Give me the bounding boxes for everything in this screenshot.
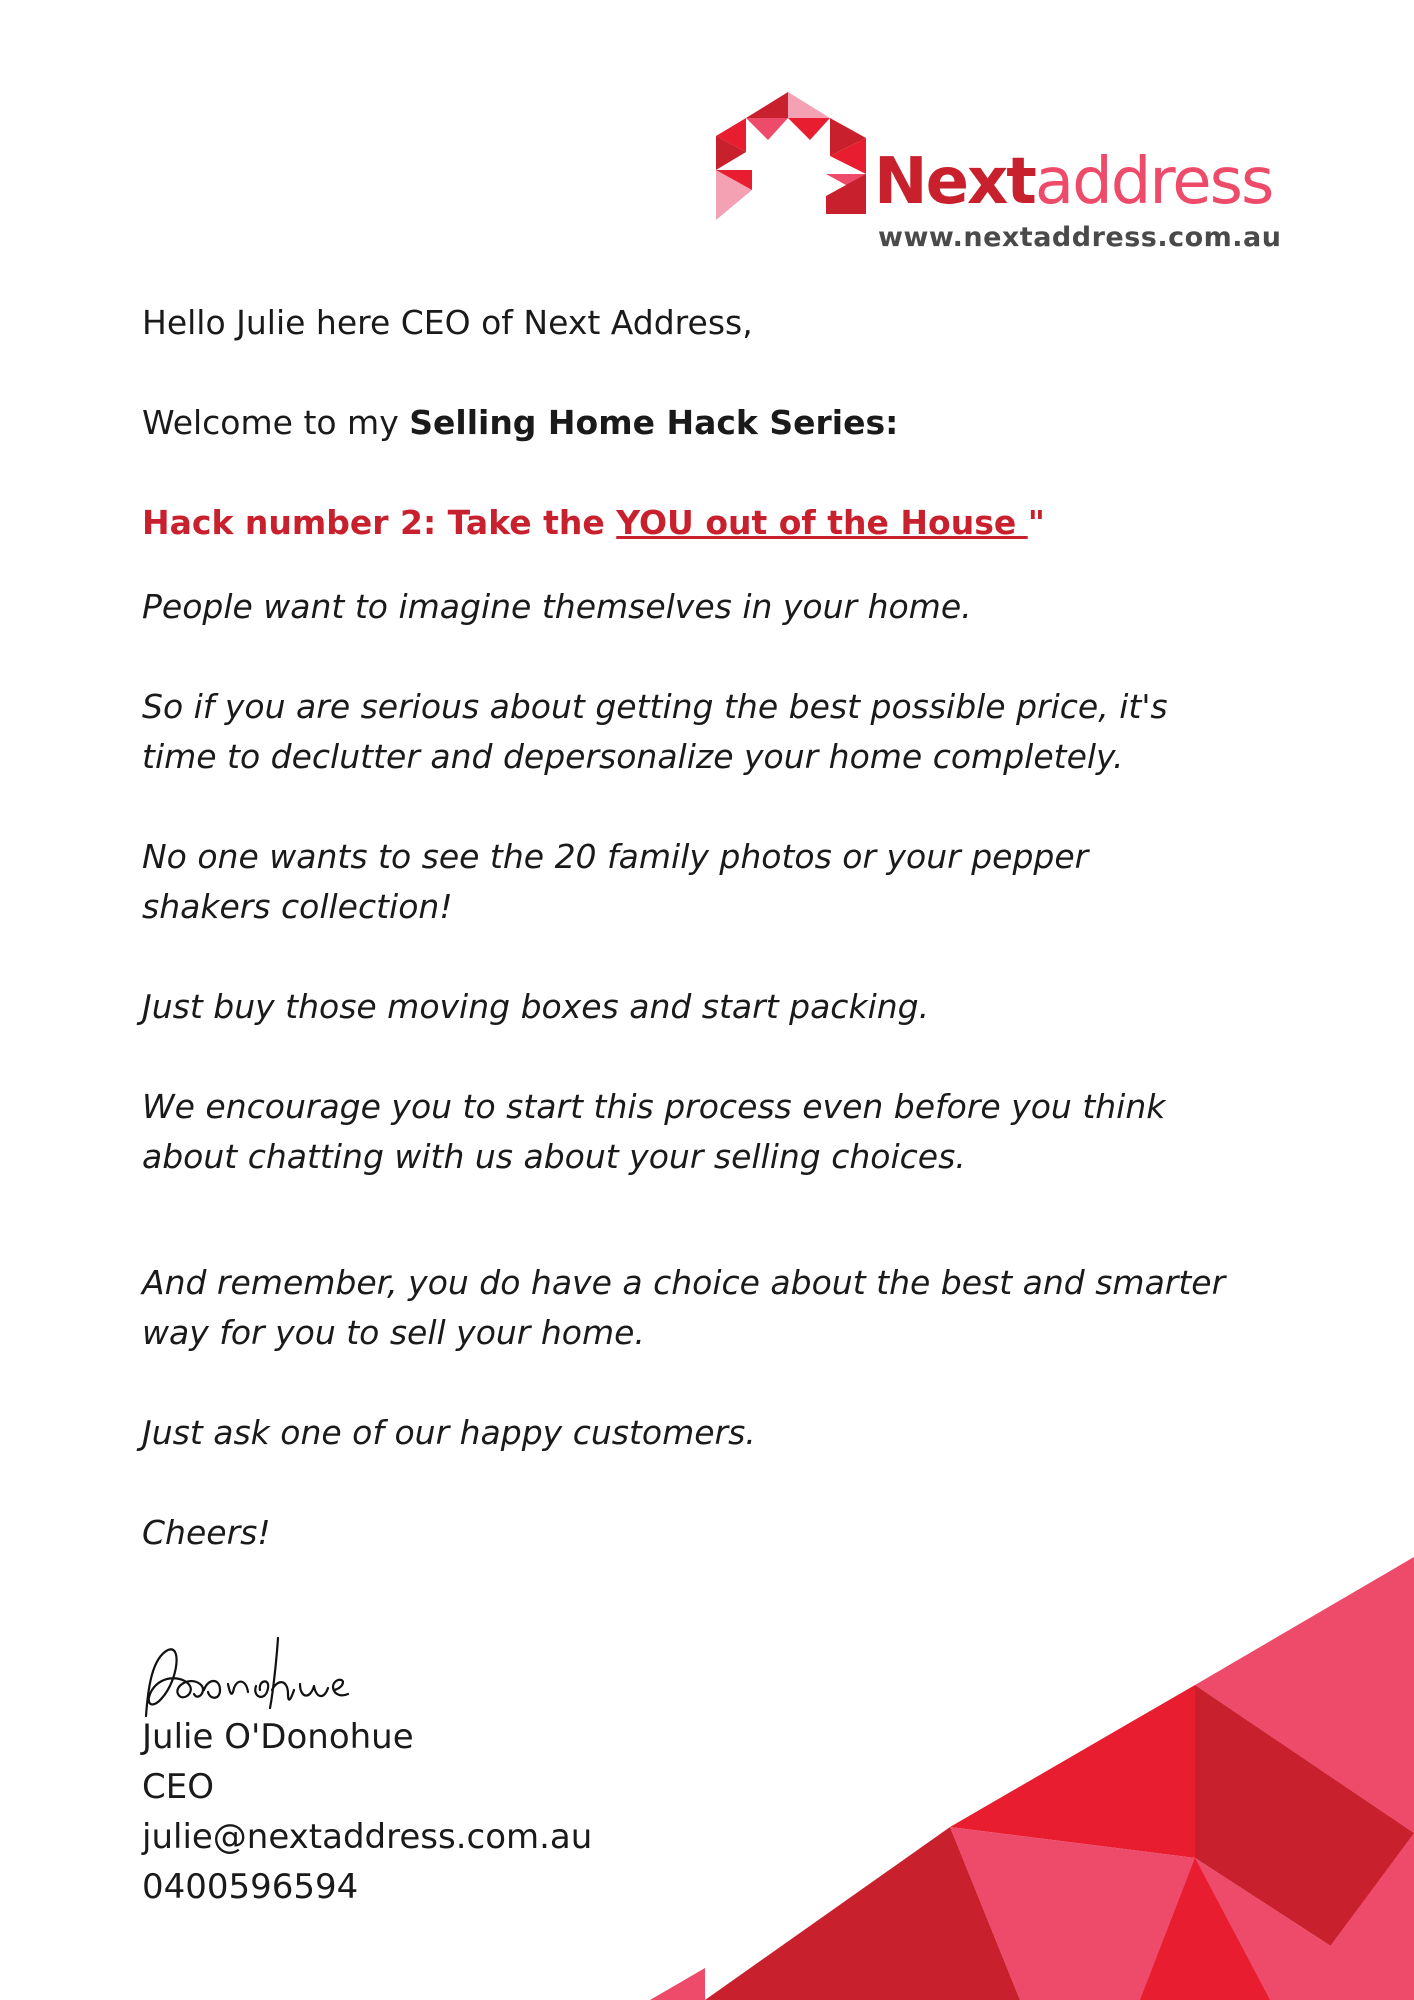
hack-prefix: Hack number 2: Take the bbox=[142, 503, 617, 542]
company-url: www.nextaddress.com.au bbox=[878, 222, 1282, 253]
signer-email[interactable]: julie@nextaddress.com.au bbox=[142, 1817, 593, 1857]
paragraph-3: No one wants to see the 20 family photos or your pepper shakers collection! bbox=[142, 837, 1089, 926]
contact-block bbox=[142, 1712, 592, 1912]
hack-underlined: YOU out of the House bbox=[616, 503, 1028, 542]
signer-title: CEO bbox=[142, 1767, 214, 1807]
paragraph-8: Cheers! bbox=[142, 1513, 271, 1552]
hack-suffix: " bbox=[1027, 503, 1045, 542]
paragraph-5: We encourage you to start this process even before you think about chatting with us about your selling choices. bbox=[142, 1087, 1166, 1176]
greeting: Hello Julie here CEO of Next Address, bbox=[142, 303, 753, 342]
brand-name-address: address bbox=[1034, 145, 1273, 219]
company-logo bbox=[716, 92, 1296, 262]
paragraph-6: And remember, you do have a choice about the best and smarter way for you to sell your home. bbox=[142, 1263, 1226, 1352]
brand-name-next: Next bbox=[874, 145, 1035, 219]
hack-heading bbox=[142, 498, 1292, 548]
welcome-prefix: Welcome to my bbox=[142, 403, 410, 442]
signer-phone[interactable]: 0400596594 bbox=[142, 1867, 359, 1907]
paragraph-4: Just buy those moving boxes and start packing. bbox=[142, 987, 930, 1026]
series-title: Selling Home Hack Series: bbox=[409, 403, 899, 442]
brand-name bbox=[874, 145, 1273, 219]
paragraph-1: People want to imagine themselves in your home. bbox=[142, 587, 972, 626]
welcome-line bbox=[142, 398, 1292, 448]
paragraph-7: Just ask one of our happy customers. bbox=[142, 1413, 756, 1452]
paragraph-2: So if you are serious about getting the best possible price, it's time to declutter and depersonalize your home completely. bbox=[142, 687, 1168, 776]
house-logo-icon bbox=[716, 92, 892, 226]
signer-name: Julie O'Donohue bbox=[142, 1717, 414, 1757]
